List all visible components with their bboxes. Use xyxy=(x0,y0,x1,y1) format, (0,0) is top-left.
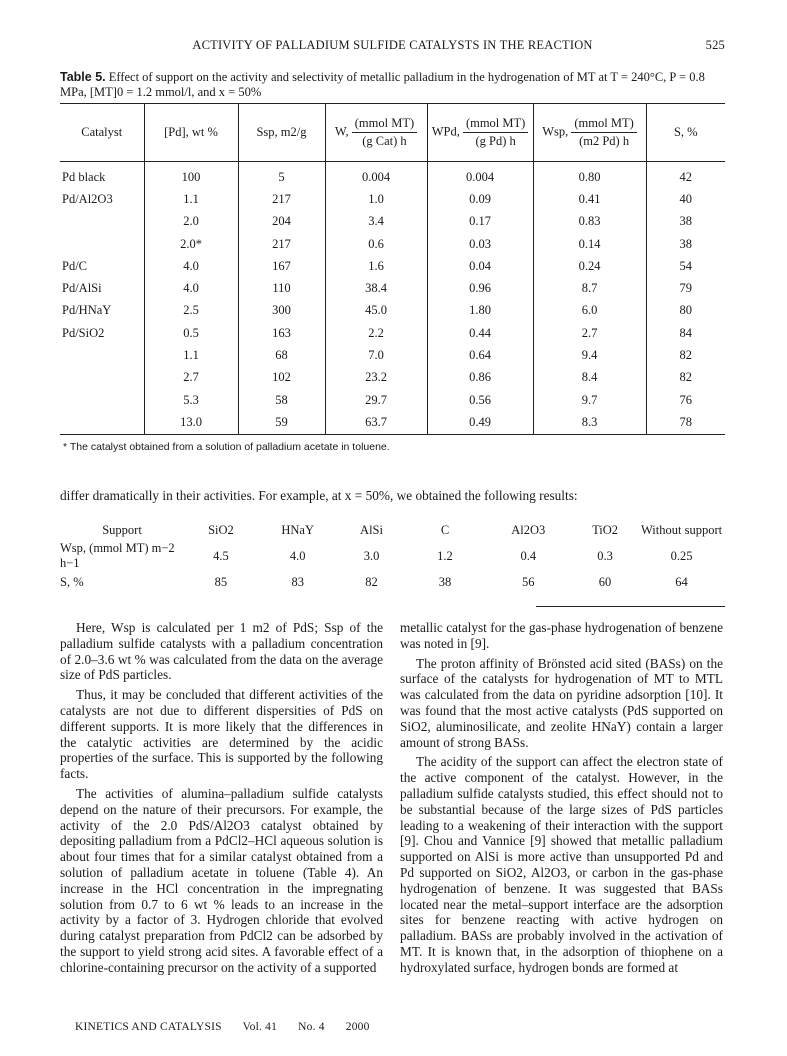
cell-pd: 4.0 xyxy=(144,255,238,277)
table-row xyxy=(60,322,725,344)
cell-s: 38 xyxy=(679,236,692,251)
table-row xyxy=(60,389,725,411)
cell-ssp: 217 xyxy=(238,188,325,210)
cell-pd: 4.0 xyxy=(144,277,238,299)
support-wsp-cell: 0.3 xyxy=(597,548,613,563)
header-w xyxy=(325,104,427,162)
cell-wsp: 8.4 xyxy=(533,367,646,389)
table-row xyxy=(60,188,725,210)
cell-wpd: 0.04 xyxy=(427,255,533,277)
support-name-cell: Al2O3 xyxy=(511,522,546,537)
cell-ssp: 163 xyxy=(238,322,325,344)
header-wsp-prefix: Wsp, xyxy=(542,124,569,139)
support-s-row xyxy=(60,571,725,594)
column-separator xyxy=(536,606,725,607)
support-wsp-row xyxy=(60,541,725,571)
cell-pd: 2.0* xyxy=(144,233,238,255)
cell-w: 1.6 xyxy=(325,255,427,277)
cell-w: 63.7 xyxy=(325,411,427,434)
table-row xyxy=(60,277,725,299)
cell-catalyst xyxy=(60,411,144,434)
cell-s: 84 xyxy=(679,325,692,340)
support-name-cell: TiO2 xyxy=(592,522,619,537)
paragraph: The proton affinity of Brönsted acid sited (BASs) on the surface of the catalysts for hydrogenation of MT to MTL was calculated from the data on pyridine adsorption [10]. It was found that the most active catalysts (PdS supported on SiO2, aluminosilicate, and zeolite HNaY) contain a larger amount of strong BASs. xyxy=(400,655,723,750)
cell-w: 0.6 xyxy=(325,233,427,255)
cell-wsp: 0.41 xyxy=(533,188,646,210)
cell-s: 54 xyxy=(679,258,692,273)
table5-body xyxy=(60,162,725,435)
cell-s: 38 xyxy=(679,214,692,229)
cell-wsp: 0.83 xyxy=(533,211,646,233)
cell-pd: 2.5 xyxy=(144,300,238,322)
support-wsp-cell: 3.0 xyxy=(363,548,380,563)
cell-wsp: 0.14 xyxy=(533,233,646,255)
cell-ssp: 68 xyxy=(238,344,325,366)
header-wpd-prefix: WPd, xyxy=(431,124,460,139)
cell-w: 29.7 xyxy=(325,389,427,411)
footer-volume: Vol. 41 xyxy=(242,1021,278,1033)
cell-ssp: 167 xyxy=(238,255,325,277)
cell-wpd: 0.64 xyxy=(427,344,533,366)
cell-pd: 0.5 xyxy=(144,322,238,344)
table-row xyxy=(60,367,725,389)
support-name-cell: HNaY xyxy=(281,522,314,537)
page-number: 525 xyxy=(705,38,725,52)
support-header-label: Support xyxy=(102,522,142,537)
cell-w: 3.4 xyxy=(325,211,427,233)
support-wsp-cell: 1.2 xyxy=(437,548,453,563)
cell-ssp: 58 xyxy=(238,389,325,411)
cell-pd: 5.3 xyxy=(144,389,238,411)
header-wsp-den: (m2 Pd) h xyxy=(579,134,630,148)
cell-s: 40 xyxy=(679,191,692,206)
cell-s: 82 xyxy=(679,370,692,385)
table-row xyxy=(60,233,725,255)
header-w-prefix: W, xyxy=(334,124,349,139)
support-table xyxy=(60,519,725,594)
cell-wsp: 0.80 xyxy=(533,162,646,189)
cell-wpd: 1.80 xyxy=(427,300,533,322)
cell-wpd: 0.56 xyxy=(427,389,533,411)
support-name-cell: AlSi xyxy=(360,522,383,537)
table5-caption-text: Effect of support on the activity and selectivity of metallic palladium in the hydrogenation of MT at T = 240°C, P = 0.8 MPa, [MT]0 = 1.2 mmol/l, and x = 50% xyxy=(60,70,705,99)
table-row xyxy=(60,211,725,233)
table-row xyxy=(60,162,725,189)
header-wsp-num: (mmol MT) xyxy=(571,116,636,133)
paragraph: The activities of alumina–palladium sulfide catalysts depend on the nature of their precursors. For example, the activity of the 2.0 PdS/Al2O3 catalyst obtained by depositing palladium from a PdCl2–HCl aqueous solution is about four times that for a similar catalyst obtained from a solution of palladium acetate in toluene (Table 4). An increase in the HCl concentration in the impregnating solution from 0.7 to 6 wt % leads to an increase in the activity by a factor of 3. Hydrogen chloride that evolved during catalyst preparation from PdCl2 can be adsorbed by the support to yield strong acid sites. A favorable effect of a chlorine-containing precursor on the activity of a supported xyxy=(60,785,383,975)
cell-catalyst: Pd/HNaY xyxy=(60,300,144,322)
table5-caption-label: Table 5. xyxy=(60,70,106,84)
cell-wpd: 0.96 xyxy=(427,277,533,299)
support-s-cell: 38 xyxy=(438,575,452,589)
table5-footnote: * The catalyst obtained from a solution of palladium acetate in toluene. xyxy=(63,441,390,453)
paragraph: metallic catalyst for the gas-phase hydrogenation of benzene was noted in [9]. xyxy=(400,620,723,651)
header-wsp xyxy=(533,104,646,162)
cell-wpd: 0.49 xyxy=(427,411,533,434)
paragraph: Here, Wsp is calculated per 1 m2 of PdS; Ssp of the palladium sulfide catalysts with a palladium concentration of 2.0–3.6 wt % was calculated from the data on the average size of PdS particles. xyxy=(60,620,383,683)
cell-w: 0.004 xyxy=(325,162,427,189)
header-s: S, % xyxy=(673,125,698,139)
table-row xyxy=(60,344,725,366)
cell-wsp: 2.7 xyxy=(533,322,646,344)
cell-w: 23.2 xyxy=(325,367,427,389)
support-s-cell: 85 xyxy=(214,575,228,589)
cell-catalyst: Pd/Al2O3 xyxy=(60,188,144,210)
cell-wpd: 0.09 xyxy=(427,188,533,210)
running-head-title: ACTIVITY OF PALLADIUM SULFIDE CATALYSTS IN THE REACTION xyxy=(192,38,593,52)
cell-ssp: 110 xyxy=(238,277,325,299)
support-name-cell: Without support xyxy=(641,522,723,537)
table5-caption xyxy=(60,70,725,100)
header-pd: [Pd], wt % xyxy=(144,104,238,162)
cell-w: 7.0 xyxy=(325,344,427,366)
footer-year: 2000 xyxy=(345,1021,370,1033)
support-s-cell: 56 xyxy=(522,575,535,589)
cell-pd: 2.0 xyxy=(144,211,238,233)
cell-wsp: 6.0 xyxy=(533,300,646,322)
header-w-num: (mmol MT) xyxy=(352,116,417,133)
cell-ssp: 102 xyxy=(238,367,325,389)
cell-pd: 1.1 xyxy=(144,344,238,366)
support-s-label: S, % xyxy=(60,575,84,589)
cell-ssp: 204 xyxy=(238,211,325,233)
cell-catalyst xyxy=(60,344,144,366)
table-row xyxy=(60,300,725,322)
cell-pd: 100 xyxy=(144,162,238,189)
left-column xyxy=(60,620,383,980)
cell-s: 82 xyxy=(679,348,692,363)
cell-wsp: 9.7 xyxy=(533,389,646,411)
support-s-cell: 60 xyxy=(598,575,612,589)
cell-wsp: 0.24 xyxy=(533,255,646,277)
cell-pd: 13.0 xyxy=(144,411,238,434)
paragraph: Thus, it may be concluded that different activities of the catalysts are not due to different dispersities of PdS on different supports. It is more likely that the differences in the catalytic activities are determined by the acidic properties of the surface. This is supported by the following facts. xyxy=(60,687,383,782)
support-name-cell: SiO2 xyxy=(208,522,234,537)
support-s-cell: 83 xyxy=(291,575,304,589)
cell-s: 78 xyxy=(679,414,692,429)
header-w-den: (g Cat) h xyxy=(362,134,407,148)
cell-wsp: 9.4 xyxy=(533,344,646,366)
paragraph: The acidity of the support can affect the electron state of the active component of the catalyst. However, in the palladium sulfide catalysts studied, this effect should not to be substantial because of the large sizes of PdS particles leading to a weakening of their interaction with the support [9]. Chou and Vannice [9] showed that metallic palladium supported on AlSi is more active than unsupported Pd and Pd supported on SiO2, Al2O3, or carbon in the gas-phase hydrogenation of benzene. It was suggested that BASs located near the metal–support interface are the adsorption sites for benzene reacting with active hydrogen on palladium. BASs are probably involved in the activation of MT. It is known that, in the adsorption of thiophene on a hydroxylated surface, hydrogen bonds are formed at xyxy=(400,754,723,975)
running-head xyxy=(60,38,725,56)
support-s-cell: 82 xyxy=(365,575,378,589)
header-w-fraction xyxy=(352,116,417,149)
cell-catalyst: Pd/AlSi xyxy=(60,277,144,299)
support-header-row xyxy=(60,519,725,541)
cell-wpd: 0.44 xyxy=(427,322,533,344)
support-wsp-cell: 0.25 xyxy=(670,548,693,563)
header-wpd xyxy=(427,104,533,162)
cell-pd: 2.7 xyxy=(144,367,238,389)
cell-wpd: 0.17 xyxy=(427,211,533,233)
cell-catalyst xyxy=(60,367,144,389)
footer xyxy=(75,1021,388,1033)
support-wsp-cell: 4.0 xyxy=(289,548,306,563)
cell-catalyst: Pd/C xyxy=(60,255,144,277)
cell-wpd: 0.86 xyxy=(427,367,533,389)
support-wsp-cell: 0.4 xyxy=(520,548,537,563)
cell-w: 1.0 xyxy=(325,188,427,210)
cell-ssp: 5 xyxy=(238,162,325,189)
cell-s: 79 xyxy=(679,281,692,296)
header-wpd-num: (mmol MT) xyxy=(463,116,528,133)
cell-wsp: 8.3 xyxy=(533,411,646,434)
header-catalyst: Catalyst xyxy=(60,104,144,162)
cell-catalyst xyxy=(60,211,144,233)
header-wpd-den: (g Pd) h xyxy=(475,134,516,148)
header-wsp-fraction xyxy=(571,116,636,149)
intro-sentence: differ dramatically in their activities. For example, at x = 50%, we obtained the following results: xyxy=(60,488,578,503)
cell-ssp: 59 xyxy=(238,411,325,434)
table5 xyxy=(60,103,725,435)
cell-catalyst xyxy=(60,233,144,255)
support-wsp-cell: 4.5 xyxy=(213,548,229,563)
cell-ssp: 217 xyxy=(238,233,325,255)
footer-journal: KINETICS AND CATALYSIS xyxy=(75,1021,222,1033)
header-wpd-fraction xyxy=(463,116,528,149)
table-row xyxy=(60,255,725,277)
cell-w: 2.2 xyxy=(325,322,427,344)
cell-s: 76 xyxy=(679,392,692,407)
right-column xyxy=(400,620,723,980)
table-row xyxy=(60,411,725,434)
cell-s: 80 xyxy=(679,303,692,318)
cell-wpd: 0.004 xyxy=(427,162,533,189)
support-s-cell: 64 xyxy=(675,575,688,589)
cell-wsp: 8.7 xyxy=(533,277,646,299)
cell-catalyst xyxy=(60,389,144,411)
support-wsp-label: Wsp, (mmol MT) m−2 h−1 xyxy=(60,541,175,570)
cell-s: 42 xyxy=(679,169,692,184)
header-ssp: Ssp, m2/g xyxy=(238,104,325,162)
cell-ssp: 300 xyxy=(238,300,325,322)
footer-number: No. 4 xyxy=(298,1021,325,1033)
cell-catalyst: Pd black xyxy=(60,162,144,189)
cell-pd: 1.1 xyxy=(144,188,238,210)
cell-w: 45.0 xyxy=(325,300,427,322)
cell-w: 38.4 xyxy=(325,277,427,299)
cell-wpd: 0.03 xyxy=(427,233,533,255)
support-name-cell: C xyxy=(440,522,450,537)
cell-catalyst: Pd/SiO2 xyxy=(60,322,144,344)
